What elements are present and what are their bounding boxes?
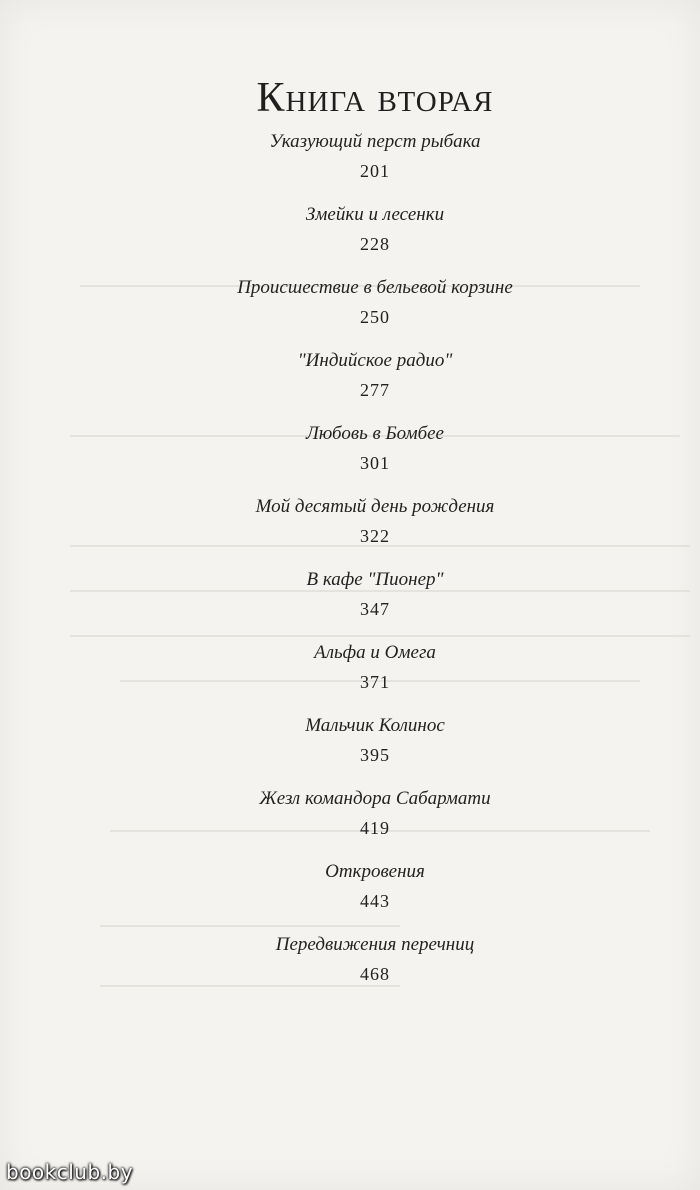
toc-entry-page: 443 [360,891,390,911]
toc-entry-page: 371 [360,672,390,692]
site-watermark: bookclub.by [6,1160,134,1184]
toc-entry [0,199,700,272]
toc-entry [0,345,700,418]
toc-entry-title: Змейки и лесенки [305,204,445,225]
toc-entry [0,126,700,199]
toc-entry-page: 301 [360,453,390,473]
toc-entry [0,929,700,1002]
toc-entry [0,491,700,564]
toc-entry [0,783,700,856]
toc-entry-title: Передвижения перечниц [275,934,475,955]
toc-entry [0,564,700,637]
toc-entry-page: 468 [360,964,390,984]
toc-entry [0,856,700,929]
toc-entry-page: 419 [360,818,390,838]
toc-entry-title: Альфа и Омега [314,642,436,663]
toc-entry-title: Мальчик Колинос [305,715,445,736]
toc-entry [0,418,700,491]
toc-entry-title: В кафе "Пионер" [306,569,444,590]
toc-entry-title: Мой десятый день рождения [255,496,495,517]
toc-entry-page: 322 [360,526,390,546]
toc-entry-title: Указующий перст рыбака [269,131,481,152]
toc-entry-page: 201 [360,161,390,181]
toc-entry-page: 228 [360,234,390,254]
toc-entry [0,637,700,710]
toc-entry [0,710,700,783]
toc-entry-page: 395 [360,745,390,765]
toc-entry-title: Любовь в Бомбее [306,423,444,444]
toc-entry-title: Откровения [325,861,425,882]
page-title: Книга вторая [256,75,494,122]
toc-entry-page: 347 [360,599,390,619]
toc-entry-page: 277 [360,380,390,400]
table-of-contents [0,126,700,1002]
toc-entry [0,272,700,345]
toc-entry-title: "Индийское радио" [297,350,453,371]
toc-entry-page: 250 [360,307,390,327]
toc-entry-title: Жезл командора Сабармати [259,788,491,809]
toc-entry-title: Происшествие в бельевой корзине [237,277,513,298]
